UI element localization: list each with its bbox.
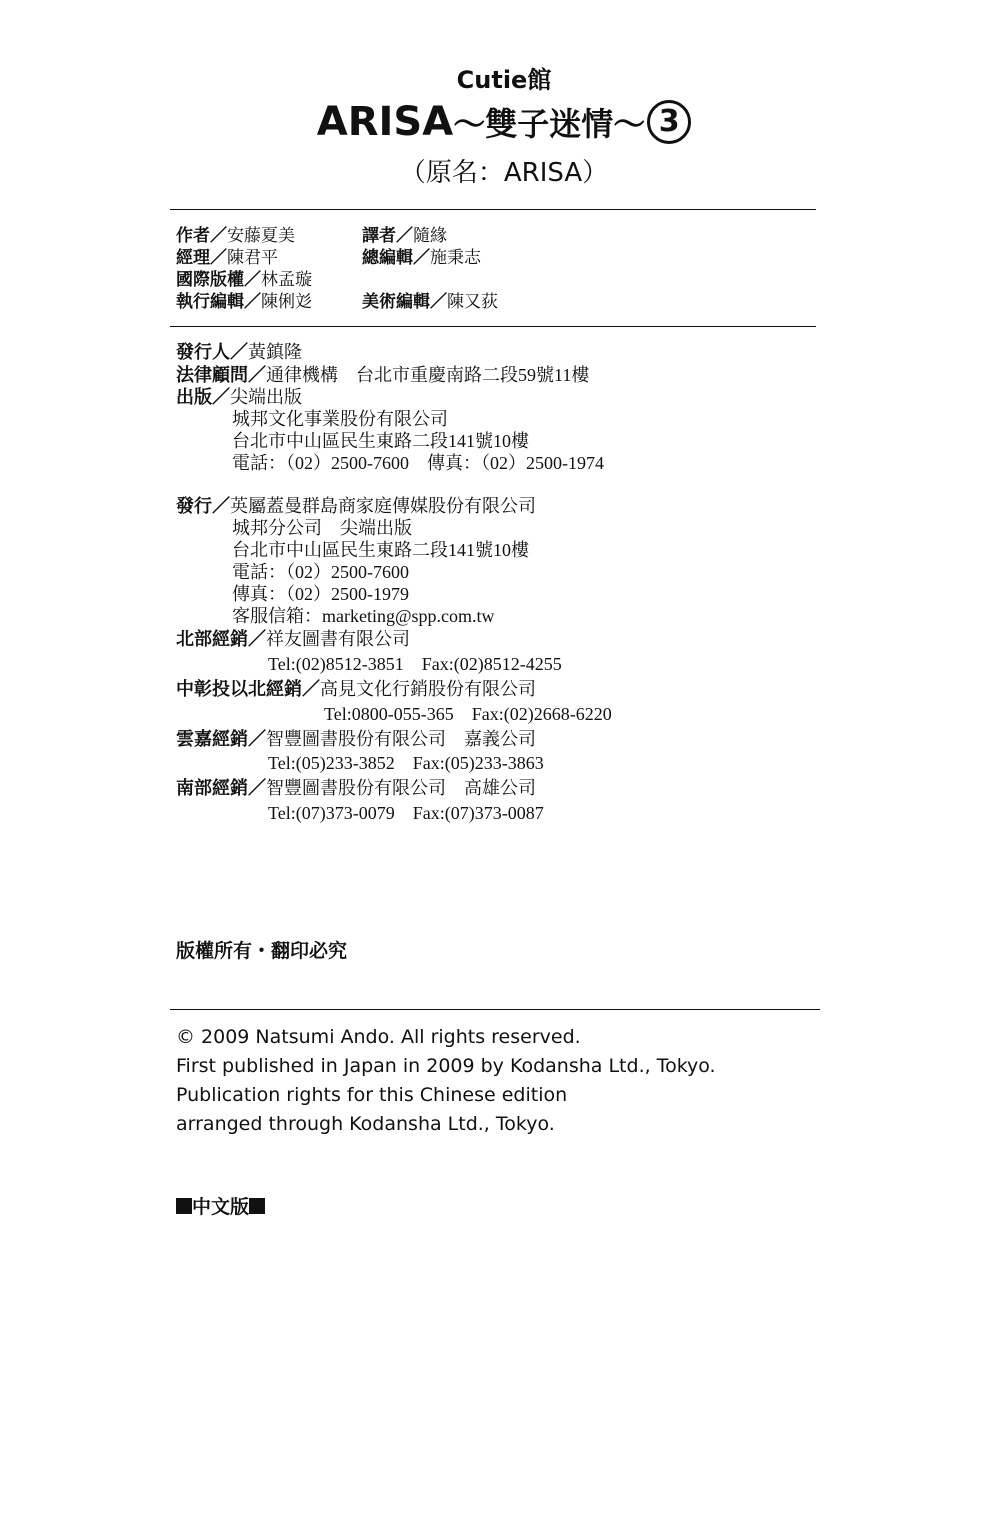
dist-line-branch: 城邦分公司 尖端出版 <box>232 518 412 538</box>
dist-line-email: 客服信箱：marketing@spp.com.tw <box>232 606 495 626</box>
edition-text: 中文版 <box>192 1196 250 1218</box>
central-distributor: 高見文化行銷股份有限公司 <box>320 679 536 699</box>
art-editor: 陳又荻 <box>447 292 498 311</box>
publish-row: 出版／尖端出版 <box>176 387 302 408</box>
dist-line-address: 台北市中山區民生東路二段141號10樓 <box>232 540 529 560</box>
divider-top <box>170 209 816 210</box>
original-title: （原名：ARISA） <box>399 158 609 188</box>
volume-number: 3 <box>647 100 691 144</box>
title-sub: ～雙子迷情～ <box>453 105 646 143</box>
south-dist-contact: Tel:(07)373-0079 Fax:(07)373-0087 <box>268 803 544 823</box>
english-publication-rights: Publication rights for this Chinese edition <box>176 1084 568 1106</box>
intl-rights-row: 國際版權／林孟璇 <box>176 270 312 290</box>
issuer-row: 發行人／黃鎮隆 <box>176 342 302 363</box>
north-distributor: 祥友圖書有限公司 <box>266 629 410 649</box>
art-editor-row: 美術編輯／陳又荻 <box>362 292 498 312</box>
issuer: 黃鎮隆 <box>248 342 302 362</box>
south-dist-row: 南部經銷／智豐圖書股份有限公司 高雄公司 <box>176 778 536 799</box>
north-dist-contact: Tel:(02)8512-3851 Fax:(02)8512-4255 <box>268 654 562 674</box>
english-first-published: First published in Japan in 2009 by Kodansha Ltd., Tokyo. <box>176 1055 716 1077</box>
exec-editor: 陳俐彣 <box>261 292 312 311</box>
dist-line-phone: 電話：（02）2500-7600 <box>232 562 409 582</box>
south-distributor: 智豐圖書股份有限公司 高雄公司 <box>266 778 536 798</box>
series-name: Cutie館 <box>456 66 552 94</box>
chief-editor-row: 總編輯／施秉志 <box>362 248 481 268</box>
divider-bottom <box>170 1009 820 1010</box>
yunjia-distributor: 智豐圖書股份有限公司 嘉義公司 <box>266 729 536 749</box>
dist-line-fax: 傳真：（02）2500-1979 <box>232 584 409 604</box>
central-dist-row: 中彰投以北經銷／高見文化行銷股份有限公司 <box>176 679 536 700</box>
yunjia-dist-contact: Tel:(05)233-3852 Fax:(05)233-3863 <box>268 753 544 773</box>
central-dist-contact: Tel:0800-055-365 Fax:(02)2668-6220 <box>324 704 612 724</box>
translator: 隨緣 <box>413 226 447 245</box>
publisher-name: 尖端出版 <box>230 387 302 407</box>
legal-counsel: 通律機構 台北市重慶南路二段59號11樓 <box>266 365 590 385</box>
exec-editor-row: 執行編輯／陳俐彣 <box>176 292 312 312</box>
publish-line-phone: 電話：（02）2500-7600 傳真：（02）2500-1974 <box>232 453 604 473</box>
book-title <box>0 96 1008 150</box>
square-marker-icon <box>249 1198 265 1214</box>
english-arranged: arranged through Kodansha Ltd., Tokyo. <box>176 1113 555 1135</box>
manager: 陳君平 <box>227 248 278 267</box>
publish-line-company: 城邦文化事業股份有限公司 <box>232 409 448 429</box>
author: 安藤夏美 <box>227 226 295 245</box>
yunjia-dist-row: 雲嘉經銷／智豐圖書股份有限公司 嘉義公司 <box>176 729 536 750</box>
manager-row: 經理／陳君平 <box>176 248 278 268</box>
north-dist-row: 北部經銷／祥友圖書有限公司 <box>176 629 410 650</box>
title-main: ARISA <box>316 99 454 145</box>
copyright-notice: 版權所有・翻印必究 <box>176 940 348 962</box>
publish-line-address: 台北市中山區民生東路二段141號10樓 <box>232 431 529 451</box>
english-copyright: © 2009 Natsumi Ando. All rights reserved. <box>176 1026 581 1048</box>
legal-row: 法律顧問／通律機構 台北市重慶南路二段59號11樓 <box>176 365 590 386</box>
intl-rights: 林孟璇 <box>261 270 312 289</box>
distribution-row: 發行／英屬蓋曼群島商家庭傳媒股份有限公司 <box>176 496 536 517</box>
edition-label <box>176 1196 265 1218</box>
square-marker-icon <box>176 1198 192 1214</box>
divider-middle <box>170 326 816 327</box>
chief-editor: 施秉志 <box>430 248 481 267</box>
author-row: 作者／安藤夏美 <box>176 226 295 246</box>
distributor: 英屬蓋曼群島商家庭傳媒股份有限公司 <box>230 496 536 516</box>
translator-row: 譯者／隨緣 <box>362 226 447 246</box>
